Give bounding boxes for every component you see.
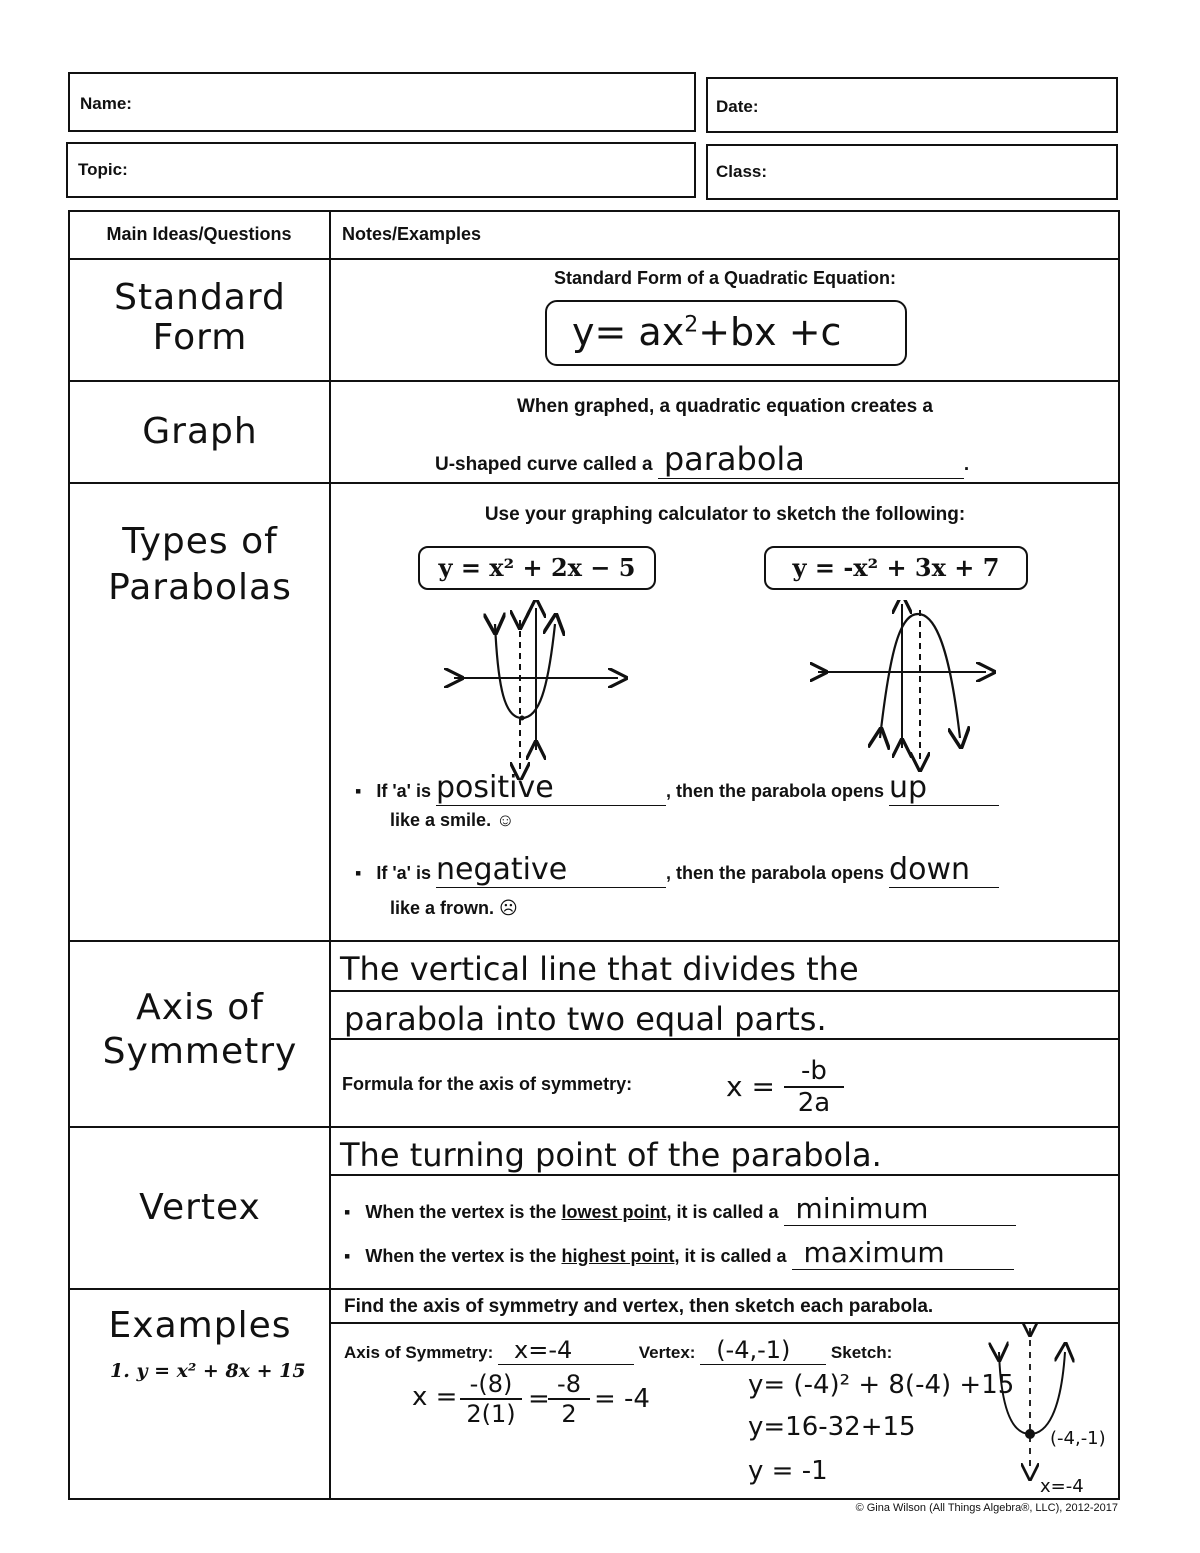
formula-denominator: 2a	[797, 1088, 831, 1118]
ruled-line	[331, 990, 1120, 992]
date-label: Date:	[716, 97, 759, 116]
work-num2: -8	[548, 1370, 590, 1400]
aos-answer: x=-4	[498, 1336, 634, 1365]
equation-base: y= ax	[572, 310, 685, 354]
vertex-bullet-min	[344, 1192, 1016, 1226]
vertex-label: Vertex:	[638, 1343, 696, 1362]
row-divider	[68, 1126, 1120, 1128]
col-header-main-ideas: Main Ideas/Questions	[106, 224, 292, 244]
main-idea-standard-form: Standard Form	[114, 277, 286, 358]
bullet-dot: ▪	[344, 1246, 366, 1266]
parabola-up-sketch	[440, 600, 640, 780]
standard-form-heading: Standard Form of a Quadratic Equation:	[553, 268, 897, 288]
example-parabola-sketch	[985, 1322, 1120, 1500]
formula-numerator: -b	[784, 1056, 844, 1088]
vertex-answer: (-4,-1)	[700, 1336, 826, 1365]
vertex-definition: The turning point of the parabola.	[340, 1136, 882, 1174]
work-fraction-1	[460, 1370, 522, 1428]
axis-formula-lhs: x =	[726, 1070, 775, 1103]
vertex-b2-mid: , it is called a	[674, 1246, 787, 1266]
row-divider	[68, 940, 1120, 942]
bullet1-answer2: up	[889, 770, 999, 806]
bullet2-answer2: down	[889, 852, 999, 888]
work-num1: -(8)	[460, 1370, 522, 1400]
bullet1-mid: , then the parabola opens	[666, 781, 885, 801]
bullet-dot: ▪	[344, 1202, 366, 1222]
equation-box-2: y = -x² + 3x + 7	[764, 546, 1028, 590]
bullet-positive	[355, 770, 999, 806]
col-header-notes: Notes/Examples	[342, 224, 482, 244]
work-den2: 2	[561, 1400, 577, 1428]
main-idea-vertex: Vertex	[139, 1187, 261, 1228]
sketch-axis-label: x=-4	[1040, 1476, 1084, 1497]
vertex-b2-key: highest point	[561, 1246, 675, 1266]
class-field[interactable]	[706, 144, 1118, 200]
graph-answer: parabola	[658, 440, 964, 479]
parabola-down-sketch	[810, 600, 1000, 780]
date-field[interactable]	[706, 77, 1118, 133]
row-divider	[68, 380, 1120, 382]
work-y1: y= (-4)² + 8(-4) +15	[748, 1370, 1015, 1400]
ruled-line	[331, 1174, 1120, 1176]
aos-label: Axis of Symmetry:	[344, 1343, 494, 1362]
bullet1-line2: like a smile. ☺	[390, 810, 515, 830]
bullet1-answer: positive	[436, 770, 666, 806]
graph-suffix: .	[963, 454, 970, 475]
topic-field[interactable]	[66, 142, 696, 198]
sketch-label: Sketch:	[830, 1343, 893, 1362]
name-field[interactable]	[68, 72, 696, 132]
work-x-lhs: x =	[412, 1382, 458, 1412]
bullet-dot: ▪	[355, 863, 377, 883]
bullet-negative	[355, 852, 999, 888]
vertex-b2-prefix: When the vertex is the	[365, 1246, 557, 1266]
main-idea-axis-line1: Axis of	[136, 987, 264, 1028]
main-idea-graph: Graph	[142, 411, 258, 452]
bullet2-line2: like a frown. ☹	[390, 898, 518, 918]
topic-label: Topic:	[78, 160, 128, 179]
vertex-b1-answer: minimum	[784, 1192, 1016, 1226]
work-eq: =	[528, 1384, 550, 1414]
axis-definition-line2: parabola into two equal parts.	[344, 1000, 827, 1038]
graph-prefix: U-shaped curve called a	[435, 454, 653, 475]
main-idea-axis-line2: Symmetry	[102, 1031, 298, 1072]
bullet2-prefix: If 'a' is	[376, 863, 431, 883]
example-answer-line	[344, 1336, 892, 1365]
work-fraction-2	[548, 1370, 590, 1428]
axis-formula-label: Formula for the axis of symmetry:	[342, 1074, 633, 1094]
main-idea-examples: Examples	[108, 1305, 292, 1346]
axis-formula-fraction	[784, 1056, 844, 1118]
work-result: = -4	[594, 1384, 650, 1414]
graph-text-2	[435, 440, 969, 479]
graph-text-1: When graphed, a quadratic equation creates a	[517, 396, 933, 417]
row-divider	[68, 258, 1120, 260]
copyright-footer: © Gina Wilson (All Things Algebra®, LLC), 2012-2017	[855, 1502, 1118, 1514]
name-label: Name:	[80, 94, 132, 113]
work-den1: 2(1)	[466, 1400, 516, 1428]
work-y3: y = -1	[748, 1456, 828, 1486]
bullet-dot: ▪	[355, 781, 377, 801]
bullet1-prefix: If 'a' is	[376, 781, 431, 801]
axis-definition-line1: The vertical line that divides the	[340, 950, 859, 988]
vertex-b1-mid: , it is called a	[666, 1202, 779, 1222]
equation-exponent: 2	[684, 312, 699, 338]
equation-rest: +bx +c	[698, 310, 842, 354]
examples-instruction: Find the axis of symmetry and vertex, then sketch each parabola.	[344, 1296, 934, 1317]
vertex-b1-key: lowest point	[561, 1202, 667, 1222]
vertex-bullet-max	[344, 1236, 1014, 1270]
bullet2-answer: negative	[436, 852, 666, 888]
main-idea-types-line2: Parabolas	[108, 567, 292, 608]
vertex-b1-prefix: When the vertex is the	[365, 1202, 557, 1222]
types-instruction: Use your graphing calculator to sketch the following:	[484, 504, 966, 525]
standard-form-equation	[572, 310, 841, 354]
vertex-b2-answer: maximum	[792, 1236, 1014, 1270]
row-divider	[68, 1288, 1120, 1290]
main-idea-types-line1: Types of	[122, 521, 278, 562]
example-problem: 1. y = x² + 8x + 15	[110, 1360, 306, 1382]
equation-box-1: y = x² + 2x − 5	[418, 546, 656, 590]
bullet2-mid: , then the parabola opens	[666, 863, 885, 883]
class-label: Class:	[716, 162, 768, 181]
row-divider	[68, 482, 1120, 484]
ruled-line	[331, 1038, 1120, 1040]
work-y2: y=16-32+15	[748, 1412, 916, 1442]
sketch-vertex-label: (-4,-1)	[1050, 1428, 1106, 1449]
